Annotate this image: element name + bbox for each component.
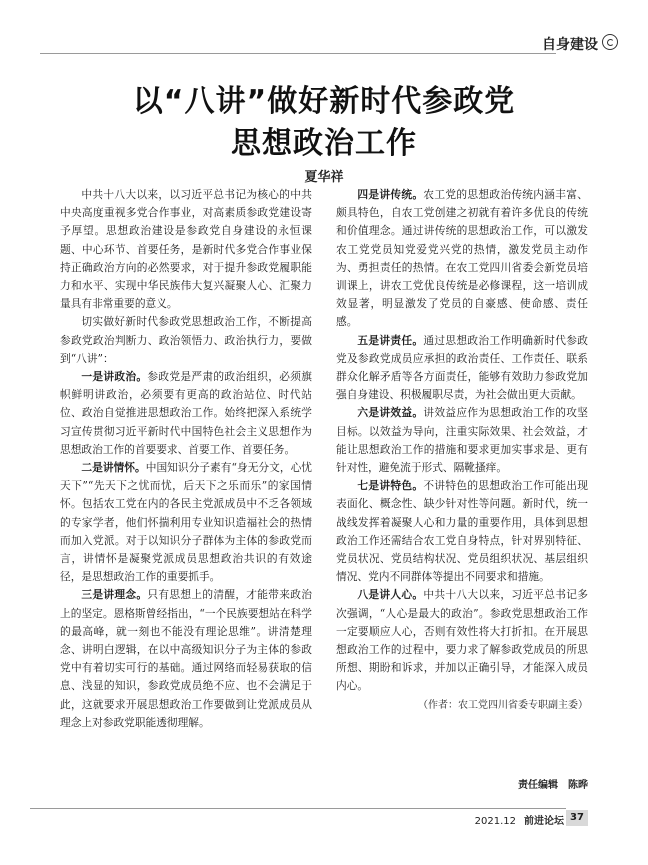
page-footer — [475, 812, 564, 827]
article-author: 夏华祥 — [304, 170, 344, 185]
section-label: 自身建设 — [542, 37, 598, 53]
section-paragraph — [336, 186, 588, 332]
section-text: 只有思想上的清醒，才能带来政治上的坚定。恩格斯曾经指出，“一个民族要想站在科学的最高峰，就一刻也不能没有理论思维”。讲清楚理念、讲明白逻辑，在以中高级知识分子为主体的参政党中有着切实可行的基础。通过网络而轻易获取的信息、浅显的知识，参政党成员绝不应、也不会满足于此，这就要求开展思想政治工作要做到让党派成员从理念上对参政党职能透彻理解。 — [60, 588, 312, 729]
header-rule — [40, 53, 556, 54]
section-paragraph — [336, 586, 588, 695]
section-text: 中共十八大以来，习近平总书记多次强调，“人心是最大的政治”。参政党思想政治工作一定要顺应人心，否则有效性将大打折扣。在开展思想政治工作的过程中，要力求了解参政党成员的所思所想、期盼和诉求，并加以正确引导，才能深入成员内心。 — [336, 588, 588, 693]
section-text: 讲效益应作为思想政治工作的攻坚目标。以效益为导向，注重实际效果、社会效益，才能让思想政治工作的措施和要求更加实事求是、更有针对性，避免流于形式、隔靴搔痒。 — [336, 406, 588, 475]
section-lead: 一是讲政治。 — [81, 370, 148, 384]
magazine-name: 前进论坛 — [524, 816, 564, 827]
section-paragraph — [336, 332, 588, 405]
author-signature: （作者：农工党四川省委专职副主委） — [418, 699, 588, 711]
section-lead: 六是讲效益。 — [357, 406, 424, 420]
right-column — [336, 186, 588, 715]
section-text: 不讲特色的思想政治工作可能出现表面化、概念性、缺少针对性等问题。新时代，统一战线发挥着凝聚人心和力量的重要作用，具体到思想政治工作还需结合农工党自身特点，针对界别特征、党员状况、党员结构状况、党员组织状况、基层组织情况、党内不同群体等提出不同要求和措施。 — [336, 479, 588, 584]
section-paragraph — [60, 368, 312, 459]
left-column — [60, 186, 312, 732]
article-title-line1: 以“八讲”做好新时代参政党 — [132, 84, 516, 119]
section-lead: 五是讲责任。 — [357, 333, 424, 347]
section-paragraph — [60, 586, 312, 732]
issue-date: 2021.12 — [474, 816, 516, 827]
article-title-line2: 思想政治工作 — [231, 126, 417, 161]
section-text: 农工党的思想政治传统内涵丰富、颇具特色，自农工党创建之初就有着许多优良的传统和价值理念。通过讲传统的思想政治工作，可以激发农工党党员知党爱党兴党的热情，激发党员主动作为、勇担责任的热情。在农工党四川省委会新党员培训课上，讲农工党优良传统是必修课程，这一培训成效显著，明显激发了党员的自豪感、使命感、责任感。 — [336, 188, 588, 329]
section-paragraph — [336, 477, 588, 586]
intro-paragraph: 中共十八大以来，以习近平总书记为核心的中共中央高度重视多党合作事业，对高素质参政党建设寄予厚望。思想政治建设是参政党自身建设的永恒课题、中心环节、首要任务，是新时代多党合作事业保持正确政治方向的必然要求，对于提升参政党履职能力和水平、实现中华民族伟大复兴凝聚人心、汇聚力量具有非常重要的意义。 — [60, 188, 312, 311]
footer-rule — [30, 808, 566, 809]
section-lead: 三是讲理念。 — [81, 588, 148, 602]
editor-credit: 责任编辑 陈晔 — [518, 780, 588, 791]
section-lead: 八是讲人心。 — [357, 588, 424, 602]
section-logo-icon — [602, 34, 618, 50]
section-paragraph — [60, 459, 312, 586]
page-header — [0, 30, 648, 56]
section-paragraph — [336, 404, 588, 477]
intro-paragraph: 切实做好新时代参政党思想政治工作，不断提高参政党政治判断力、政治领悟力、政治执行力，要做到“八讲”： — [60, 315, 312, 365]
section-text: 中国知识分子素有“身无分文，心忧天下”“先天下之忧而忧，后天下之乐而乐”的家国情怀。包括农工党在内的各民主党派成员中不乏各领域的专家学者，他们怀揣利用专业知识造福社会的热情而加入党派。对于以知识分子群体为主体的参政党而言，讲情怀是凝聚党派成员思想政治共识的有效途径，是思想政治工作的重要抓手。 — [60, 461, 312, 584]
section-text: 参政党是严肃的政治组织，必须旗帜鲜明讲政治，必须要有更高的政治站位、时代站位、政治自觉推进思想政治工作。始终把深入系统学习宣传贯彻习近平新时代中国特色社会主义思想作为思想政治工作的首要要求、首要工作、首要任务。 — [60, 370, 312, 456]
section-lead: 七是讲特色。 — [357, 479, 424, 493]
section-text: 通过思想政治工作明确新时代参政党及参政党成员应承担的政治责任、工作责任、联系群众化解矛盾等各方面责任，能够有效助力参政党加强自身建设、积极履职尽责，为社会做出更大贡献。 — [336, 333, 588, 402]
page-number: 37 — [566, 810, 588, 826]
section-lead: 四是讲传统。 — [357, 188, 424, 201]
section-lead: 二是讲情怀。 — [81, 461, 146, 475]
